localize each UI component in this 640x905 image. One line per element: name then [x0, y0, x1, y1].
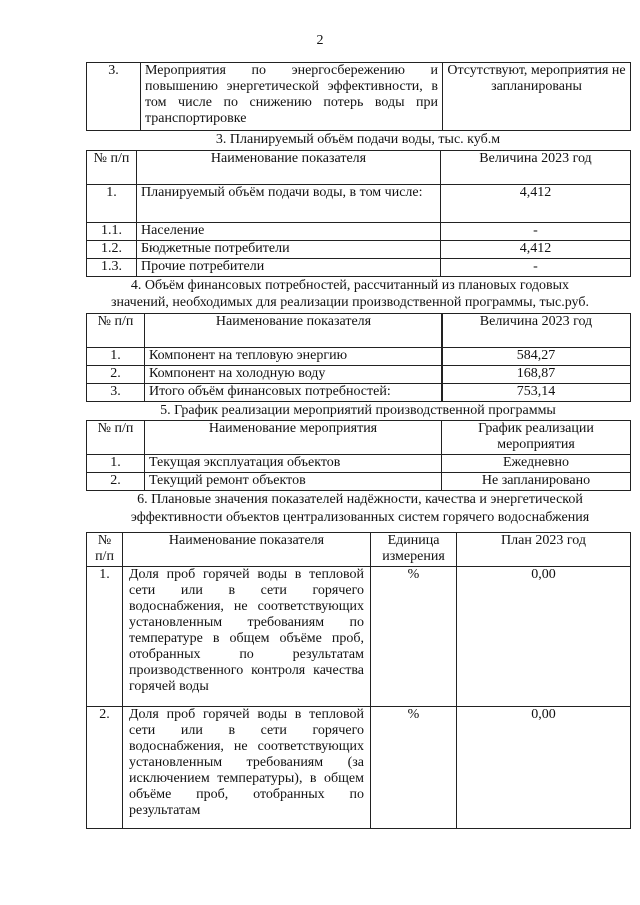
section-4-heading-line1: 4. Объём финансовых потребностей, рассчитанный из плановых годовых	[130, 278, 570, 293]
header-name: Наименование показателя	[137, 151, 441, 185]
table-row	[87, 259, 631, 277]
row-number: 1.	[87, 185, 137, 223]
row-unit: %	[371, 567, 457, 707]
header-value: Величина 2023 год	[442, 314, 631, 348]
row-number: 1.2.	[87, 241, 137, 259]
row-number: 1.	[87, 567, 123, 707]
table-row	[87, 241, 631, 259]
row-number: 1.1.	[87, 223, 137, 241]
row-value: -	[441, 223, 631, 241]
row-number: 3.	[87, 63, 141, 131]
row-name: Компонент на холодную воду	[145, 366, 443, 384]
header-name: Наименование мероприятия	[145, 421, 442, 455]
row-unit: %	[371, 707, 457, 829]
row-value: 4,412	[441, 241, 631, 259]
row-plan: 0,00	[457, 567, 631, 707]
row-name: Планируемый объём подачи воды, в том числе:	[137, 185, 441, 223]
table-row	[87, 63, 631, 131]
table-row	[87, 348, 443, 366]
header-number: № п/п	[87, 421, 145, 455]
row-number: 2.	[87, 707, 123, 829]
row-number: 1.3.	[87, 259, 137, 277]
row-value: 4,412	[441, 185, 631, 223]
section-5-heading: 5. График реализации мероприятий производственной программы	[160, 403, 556, 418]
table-header-row	[87, 421, 631, 455]
header-number: № п/п	[87, 151, 137, 185]
row-name: Доля проб горячей воды в тепловой сети или в сети горячего водоснабжения, не соответствующих установленным требованиям (за исключением температуры), в общем объёме проб, отобранных по результатам	[123, 707, 371, 829]
table-header-row	[87, 151, 631, 185]
table-row	[87, 185, 631, 223]
table-row	[87, 455, 631, 473]
schedule-table	[86, 420, 631, 491]
row-name: Итого объём финансовых потребностей:	[145, 384, 443, 402]
row-value: 584,27	[442, 348, 631, 366]
row-value: Отсутствуют, мероприятия не запланированы	[443, 63, 631, 131]
water-supply-table	[86, 150, 631, 277]
row-value: Ежедневно	[442, 455, 631, 473]
table-row	[87, 473, 631, 491]
row-name: Население	[137, 223, 441, 241]
table-header-row	[87, 533, 631, 567]
row-number: 2.	[87, 473, 145, 491]
row-name: Мероприятия по энергосбережению и повышению энергетической эффективности, в том числе по снижению потерь воды при транспортировке	[141, 63, 443, 131]
row-number: 1.	[87, 455, 145, 473]
row-name: Текущая эксплуатация объектов	[145, 455, 442, 473]
table-row	[87, 384, 443, 402]
financial-values-column	[441, 313, 631, 402]
row-plan: 0,00	[457, 707, 631, 829]
row-name: Прочие потребители	[137, 259, 441, 277]
financial-needs-table	[86, 313, 443, 402]
header-number: № п/п	[87, 314, 145, 348]
row-name: Доля проб горячей воды в тепловой сети или в сети горячего водоснабжения, не соответствующих установленным требованиям по температуре в общем объёме проб, отобранных по результатам производственного контроля качества горячей воды	[123, 567, 371, 707]
header-name: Наименование показателя	[123, 533, 371, 567]
row-number: 1.	[87, 348, 145, 366]
row-name: Компонент на тепловую энергию	[145, 348, 443, 366]
header-value: Величина 2023 год	[441, 151, 631, 185]
row-value: 753,14	[442, 384, 631, 402]
section-6-heading-line2: эффективности объектов централизованных систем горячего водоснабжения	[130, 510, 590, 525]
row-number: 3.	[87, 384, 145, 402]
table-row	[87, 366, 443, 384]
section-4-heading-line2: значений, необходимых для реализации производственной программы, тыс.руб.	[111, 295, 589, 310]
table-header-row	[87, 314, 443, 348]
table-row	[87, 707, 631, 829]
header-plan: План 2023 год	[457, 533, 631, 567]
header-name: Наименование показателя	[145, 314, 443, 348]
row-number: 2.	[87, 366, 145, 384]
section-6-heading-line1: 6. Плановые значения показателей надёжности, качества и энергетической	[137, 492, 583, 507]
row-name: Бюджетные потребители	[137, 241, 441, 259]
header-unit: Единица измерения	[371, 533, 457, 567]
page-number: 2	[316, 33, 324, 48]
table-row	[87, 567, 631, 707]
energy-saving-table-tail	[86, 62, 631, 131]
row-value: Не запланировано	[442, 473, 631, 491]
reliability-indicators-table	[86, 532, 631, 829]
header-number: № п/п	[87, 533, 123, 567]
table-row	[87, 223, 631, 241]
section-3-heading: 3. Планируемый объём подачи воды, тыс. куб.м	[215, 132, 501, 147]
header-value: График реализации мероприятия	[442, 421, 631, 455]
row-value: -	[441, 259, 631, 277]
row-name: Текущий ремонт объектов	[145, 473, 442, 491]
row-value: 168,87	[442, 366, 631, 384]
